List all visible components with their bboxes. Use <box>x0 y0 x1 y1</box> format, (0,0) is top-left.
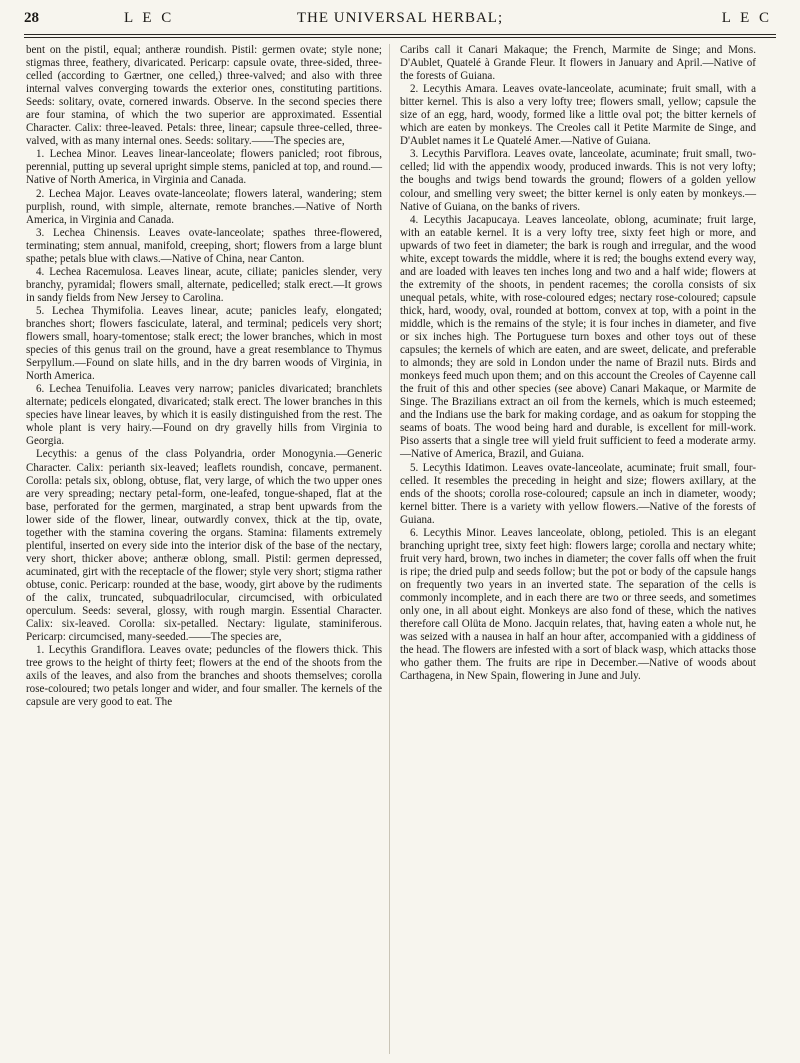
paragraph: 2. Lecythis Amara. Leaves ovate-lanceolate, acuminate; fruit small, with a bitter kernel. This is also a very lofty tree; flowers small, yellow; capsule the size of an egg, hard, woody, formed like a little oval pot; the bitter kernels of which are eaten by monkeys. The Creoles call it Petite Marmite de Singe, and D'Aublet names it Le Quatelé Amer.—Native of Guiana. <box>400 83 756 148</box>
page-number: 28 <box>24 10 39 26</box>
paragraph: 3. Lecythis Parviflora. Leaves ovate, lanceolate, acuminate; fruit small, two-celled; lid with the appendix woody, produced inwards. This is not very lofty; the boughs and twigs bend towards the ground; flowers of a golden yellow colour, and smelling very sweet; the bitter kernel is only eaten by monkeys.—Native of Guiana, on the banks of rivers. <box>400 148 756 213</box>
paragraph: 6. Lechea Tenuifolia. Leaves very narrow; panicles divaricated; branchlets alternate; pedicels elongated, divaricated; stalk erect. The lower branches in this species have linear leaves, by which it is easily distinguished from the rest. The whole plant is very hairy.—Found on dry gravelly hills from Virginia to Georgia. <box>26 383 382 448</box>
paragraph: 5. Lecythis Idatimon. Leaves ovate-lanceolate, acuminate; fruit small, four-celled. It resembles the preceding in height and size; flowers axillary, at the ends of the shoots; corolla rose-coloured; capsule an inch in diameter, woody; kernel bitter. There is a variety with yellow flowers.—Native of the forests of Guiana. <box>400 461 756 526</box>
header-rule-top <box>24 34 776 35</box>
paragraph: 4. Lechea Racemulosa. Leaves linear, acute, ciliate; panicles slender, very branchy, pyramidal; flowers small, alternate, pedicelled; stalk erect.—It grows in sandy fields from New Jersey to Carolina. <box>26 265 382 304</box>
paragraph: 1. Lecythis Grandiflora. Leaves ovate; peduncles of the flowers thick. This tree grows to the height of thirty feet; flowers at the end of the shoots from the axils of the leaves, and also from the branches and shoots themselves; corolla rose-coloured; two petals longer and wider, and four smaller. The kernels of the capsule are very good to eat. The <box>26 644 382 709</box>
running-header <box>24 6 776 32</box>
paragraph: 3. Lechea Chinensis. Leaves ovate-lanceolate; spathes three-flowered, terminating; stem annual, manifold, creeping, short; flowers from a large blunt spathe; petals blue with claws.—Native of China, near Canton. <box>26 226 382 265</box>
paragraph: 5. Lechea Thymifolia. Leaves linear, acute; panicles leafy, elongated; branches short; flowers fasciculate, lateral, and terminal; pedicels very short; flowers small, hoary-tomentose; stalk erect; the lower branches, which in most species of this genus trail on the ground, have a great resemblance to Thymus Serpyllum.—Found on slate hills, and in the dry barren woods of Virginia, in North America. <box>26 304 382 383</box>
left-column <box>26 44 382 709</box>
paragraph: bent on the pistil, equal; antheræ roundish. Pistil: germen ovate; style none; stigmas three, feathery, divaricated. Pericarp: capsule ovate, three-sided, three-celled (according to Gærtner, one celled,) three-valved; and also with three internal valves converging towards the exterior ones, constituting partitions. Seeds: solitary, ovate, cornered inwards. Observe. In the second species there are four stamina, of which the two superior are approximated. Essential Character. Calix: three-leaved. Petals: three, linear; capsule three-celled, three-valved, with as many internal ones. Seeds: solitary.——The species are, <box>26 44 382 148</box>
right-column <box>400 44 756 683</box>
book-title: THE UNIVERSAL HERBAL; <box>296 10 504 26</box>
right-guide-word: L E C <box>721 10 772 26</box>
paragraph: 1. Lechea Minor. Leaves linear-lanceolate; flowers panicled; root fibrous, perennial, putting up several upright simple stems, panicled at top, and round.—Native of North America, in Virginia and Canada. <box>26 148 382 187</box>
paragraph: Caribs call it Canari Makaque; the French, Marmite de Singe; and Mons. D'Aublet, Quatelé à Grande Fleur. It flowers in January and April.—Native of the forests of Guiana. <box>400 44 756 83</box>
left-guide-word: L E C <box>124 10 175 26</box>
paragraph: 4. Lecythis Jacapucaya. Leaves lanceolate, oblong, acuminate; fruit large, with an eatable kernel. It is a very lofty tree, sixty feet high or more, and upwards of two feet in diameter; the bark is rough and irregular, and the wood white, except towards the middle, where it is red; the boughs extend every way, and are loaded with leaves ten inches long and two and a half wide; flowers at the extremity of the shoots, in pendent racemes; the corolla consists of six unequal petals, white, with rose-coloured edges; nectary rose-coloured; capsule thick, hard, woody, oval, rounded at bottom, convex at top, with a point in the middle, which is the remains of the style; it is four inches in diameter, and five or six inches high. The Portuguese turn boxes and other toys out of these capsules; the kernels of which are eaten, and are sweet, delicate, and preferable to almonds; they are sold in London under the name of Brazil nuts. Birds and monkeys feed much upon them; and on this account the Creoles of Cayenne call the fruit of this and other species (see above) Canari Makaque, or Marmite de Singe. The Brazilians extract an oil from the kernels, which is much esteemed; and the Indians use the bark for making cordage, and as oakum for stopping the seams of boats. The wood being hard and durable, is excellent for mill-work. Piso asserts that a single tree will yield fruit sufficient to feed a moderate army.—Native of America, Brazil, and Guiana. <box>400 213 756 461</box>
paragraph: 2. Lechea Major. Leaves ovate-lanceolate; flowers lateral, wandering; stem purplish, round, with simple, alternate, remote branches.—Native of North America, in Virginia and Canada. <box>26 187 382 226</box>
paragraph: Lecythis: a genus of the class Polyandria, order Monogynia.—Generic Character. Calix: perianth six-leaved; leaflets roundish, concave, permanent. Corolla: petals six, oblong, obtuse, flat, very large, of which the two upper ones are very spreading; nectary petal-form, one-leafed, tongue-shaped, flat at the base, perforated for the germen, marginated, a strap bent upwards from the lower side of the flower, linear, outwardly convex, thick at the tip, ovate, together with the stamina covering the organs. Stamina: filaments extremely plentiful, inserted on every side into the interior disk of the base of the nectary, very short, thicker above; antheræ oblong, small. Pistil: germen depressed, acuminated, girt with the receptacle of the flower; style very short; stigma rather obtuse, conic. Pericarp: rounded at the base, woody, girt above by the rudiments of the calix, truncated, subquadrilocular, circumcised, with orbiculated operculum. Seeds: several, glossy, with rough margin. Essential Character. Calix: six-leaved. Corolla: six-petalled. Nectary: ligulate, staminiferous. Pericarp: circumcised, many-seeded.——The species are, <box>26 448 382 644</box>
paragraph: 6. Lecythis Minor. Leaves lanceolate, oblong, petioled. This is an elegant branching upright tree, sixty feet high: flowers large; corolla and nectary white; fruit very hard, brown, two inches in diameter; the cover falls off when the fruit is ripe; the dried pulp and seeds follow; but the pot or body of the capsule hangs on frequently two years in an inverted state. The separation of the cells is commonly incomplete, and in each there are two or three seeds, and sometimes only one, in all about eight. Monkeys are also fond of these, which the natives therefore call Olüta de Mono. Jacquin relates, that, having eaten a whole nut, he was seized with a nausea in half an hour after, accompanied with a giddiness of the head. The flowers are infested with a sort of black wasp, which attacks those who gather them. The fruits are ripe in December.—Native of woods about Carthagena, in New Spain, flowering in June and July. <box>400 526 756 683</box>
column-divider <box>389 44 390 1054</box>
header-rule-bottom <box>24 37 776 38</box>
